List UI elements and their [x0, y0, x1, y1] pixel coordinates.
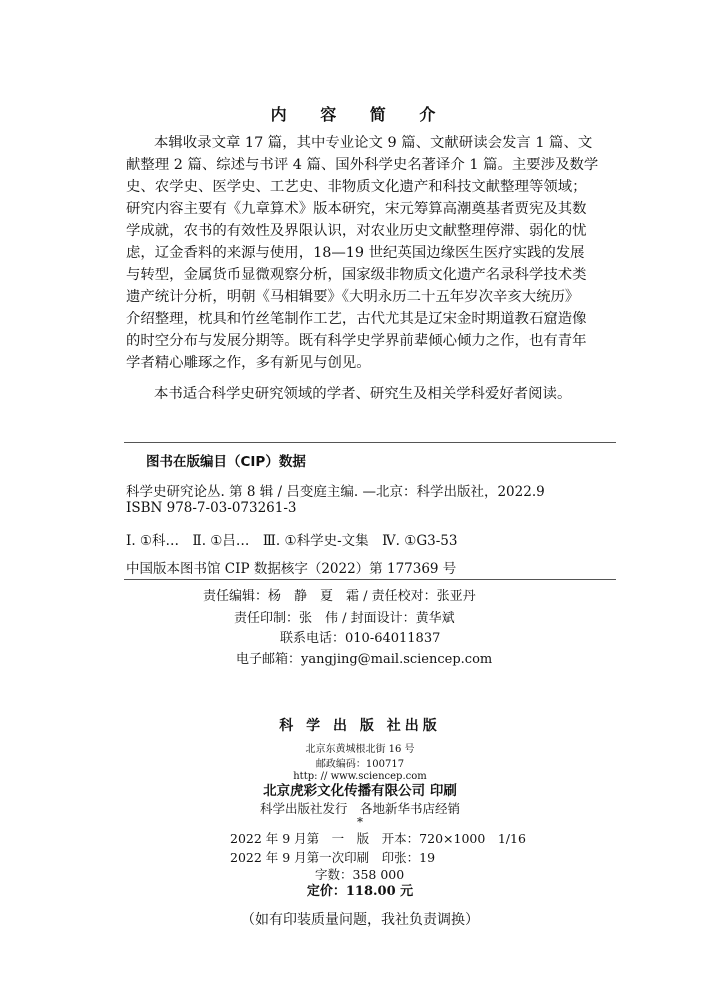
cip-classification: Ⅰ. ①科… Ⅱ. ①吕… Ⅲ. ①科学史-文集 Ⅳ. ①G3-53: [126, 533, 458, 549]
cip-isbn: ISBN 978-7-03-073261-3: [126, 500, 297, 516]
publisher-address: 北京东黄城根北街 16 号: [305, 744, 415, 755]
credits-email: 电子邮箱：yangjing@mail.sciencep.com: [236, 652, 493, 667]
summary-line: 研究内容主要有《九章算术》版本研究，宋元筹算高潮奠基者贾宪及其数: [126, 201, 587, 217]
summary-line: 介绍整理，枕具和竹丝笔制作工艺，古代尤其是辽宋金时期道教石窟造像: [126, 311, 587, 327]
divider: [124, 579, 616, 580]
summary-line: 的时空分布与发展分期等。既有科学史学界前辈倾心倾力之作，也有青年: [126, 333, 587, 349]
publisher-postcode: 邮政编码：100717: [315, 759, 405, 770]
publisher-website: http: // www.sciencep.com: [293, 771, 427, 782]
separator-star: *: [357, 815, 363, 829]
printing-info: 2022 年 9 月第一次印刷 印张：19: [230, 850, 436, 865]
credits-editors: 责任编辑：杨 静 夏 霜 / 责任校对：张亚丹: [203, 589, 476, 604]
summary-line: 献整理 2 篇、综述与书评 4 篇、国外科学史名著译介 1 篇。主要涉及数学: [126, 157, 599, 173]
quality-notice: （如有印装质量问题，我社负责调换）: [241, 912, 479, 928]
page-title: 内 容 简 介: [270, 105, 450, 124]
distribution: 科学出版社发行 各地新华书店经销: [259, 801, 460, 816]
summary-line: 学者精心雕琢之作，多有新见与创见。: [126, 355, 371, 371]
credits-print-design: 责任印制：张 伟 / 封面设计：黄华斌: [234, 611, 455, 626]
cip-record-number: 中国版本图书馆 CIP 数据核字（2022）第 177369 号: [126, 561, 457, 577]
cip-line: 科学史研究论丛. 第 8 辑 / 吕变庭主编. —北京：科学出版社，2022.9: [126, 484, 545, 500]
publisher-name: 科 学 出 版 社出版: [279, 718, 441, 734]
summary-line: 本辑收录文章 17 篇，其中专业论文 9 篇、文献研读会发言 1 篇、文: [154, 135, 593, 151]
divider: [124, 442, 616, 443]
summary-line: 遗产统计分析，明朝《马相辑要》《大明永历二十五年岁次辛亥大统历》: [126, 289, 580, 305]
summary-line: 学成就，农书的有效性及界限认识，对农业历史文献整理停滞、弱化的忧: [126, 223, 587, 239]
printer: 北京虎彩文化传播有限公司 印刷: [263, 783, 457, 799]
cip-heading: 图书在版编目（CIP）数据: [146, 454, 306, 470]
summary-line: 虑，辽金香料的来源与使用，18—19 世纪英国边缘医生医疗实践的发展: [126, 245, 585, 261]
word-count: 字数：358 000: [315, 867, 405, 882]
summary-paragraph: [126, 132, 599, 374]
summary-line: 史、农学史、医学史、工艺史、非物质文化遗产和科技文献整理等领域；: [126, 179, 587, 195]
audience-paragraph: 本书适合科学史研究领域的学者、研究生及相关学科爱好者阅读。: [154, 386, 572, 402]
credits-phone: 联系电话：010-64011837: [280, 631, 441, 646]
summary-line: 与转型，金属货币显微观察分析，国家级非物质文化遗产名录科学技术类: [126, 267, 587, 283]
edition-info: 2022 年 9 月第 一 版 开本：720×1000 1/16: [230, 831, 526, 846]
price: 定价：118.00 元: [306, 884, 414, 899]
